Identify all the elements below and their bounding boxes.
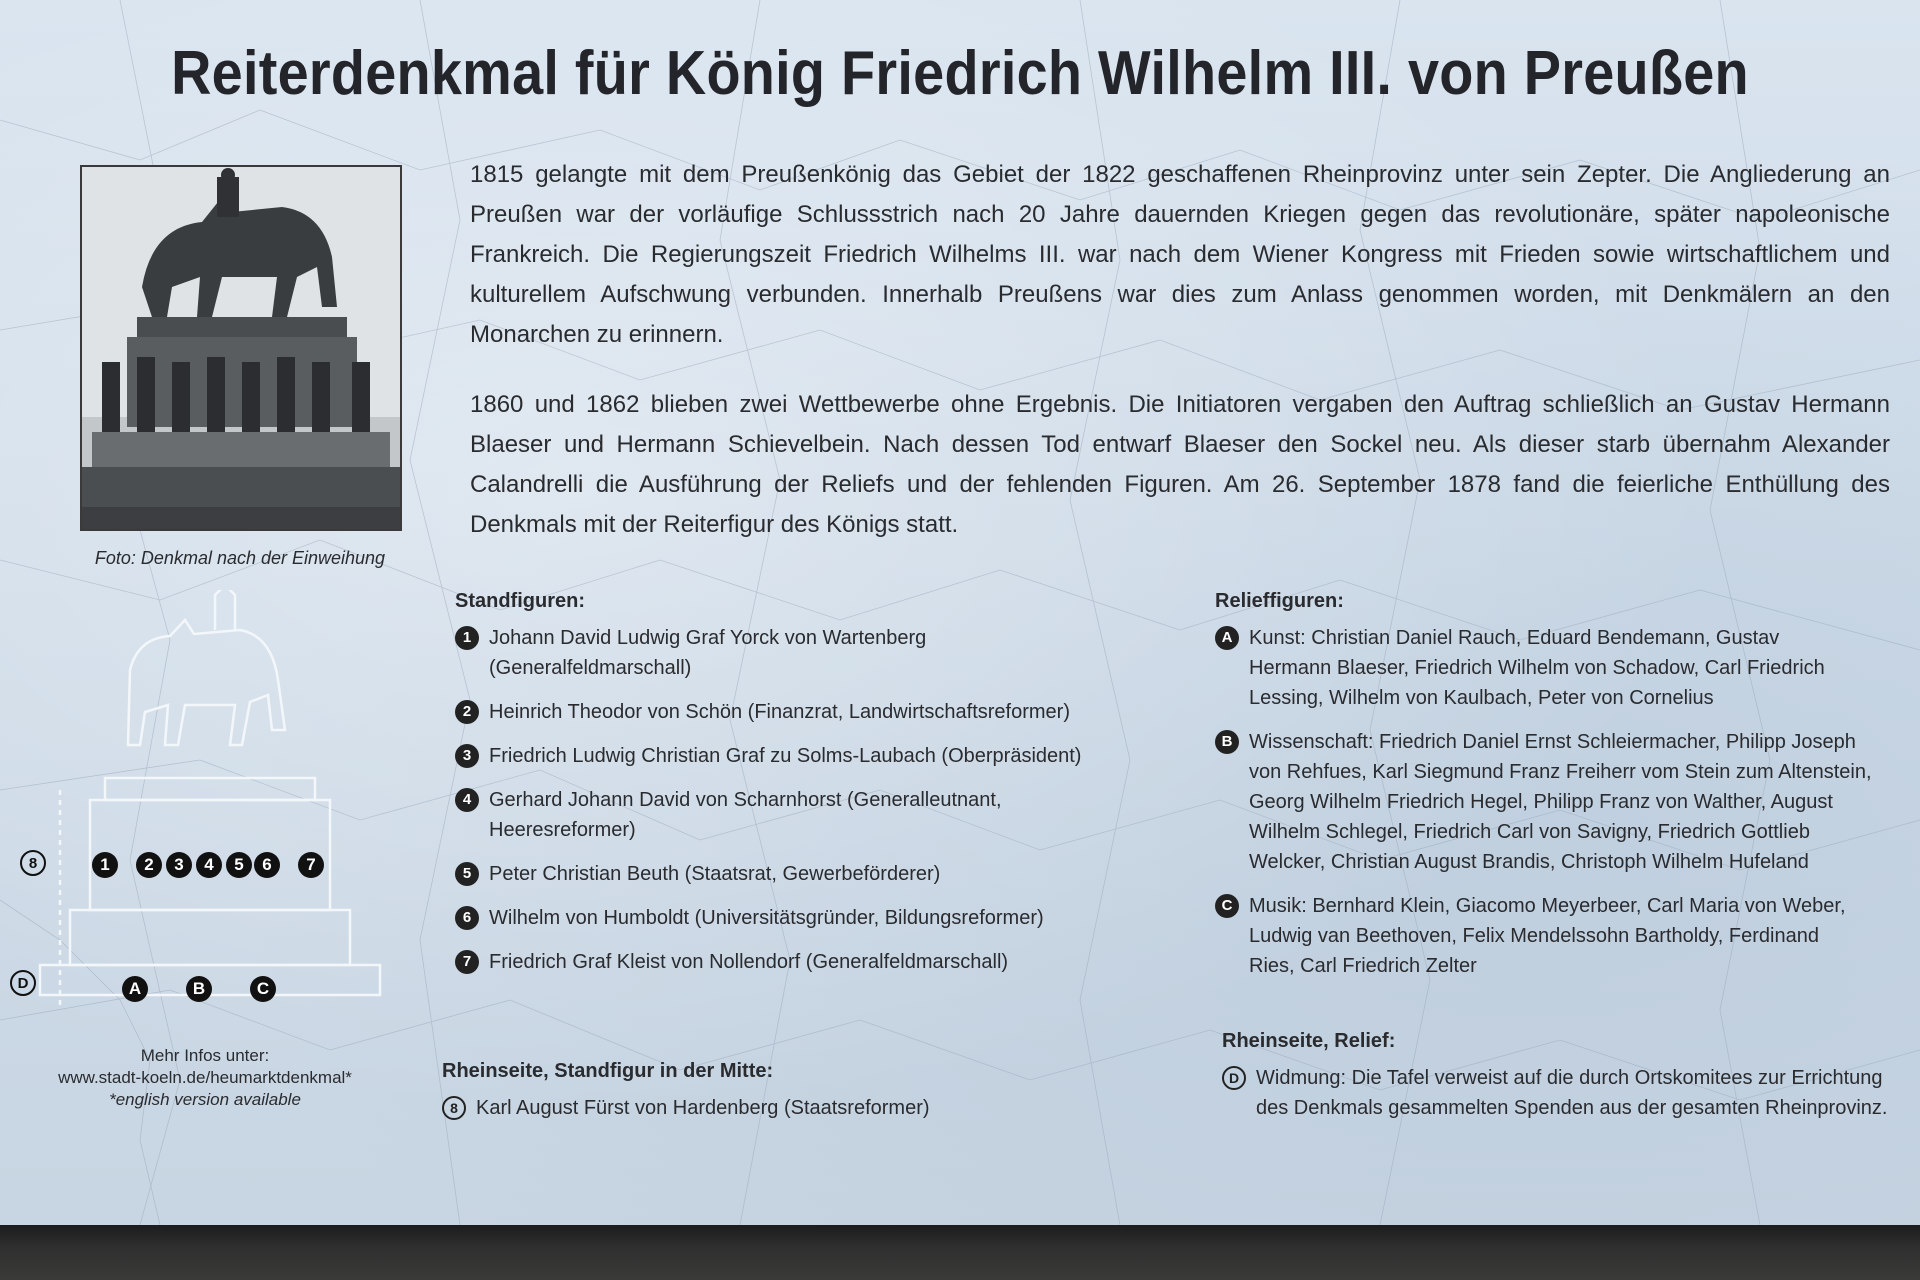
entry-text: Musik: Bernhard Klein, Giacomo Meyerbeer, Carl Maria von Weber, Ludwig van Beethoven, Felix Mendelssohn Bartholdy, Ferdinand Ries, Carl Friedrich Zelter <box>1249 895 1846 977</box>
number-badge: 1 <box>455 626 479 650</box>
diagram-label-8: 8 <box>20 850 46 876</box>
history-paragraph-1: 1815 gelangte mit dem Preußenkönig das Gebiet der 1822 geschaffenen Rheinprovinz unter sein Zepter. Die Angliederung an Preußen war der vorläufige Schlussstrich nach 20 Jahre dauernden Kriegen gegen das revolutionäre, später napoleonische Frankreich. Die Regierungszeit Friedrich Wilhelms III. war nach dem Wiener Kongress mit Frieden sowie wirtschaftlichem und kulturellem Aufschwung verbunden. Innerhalb Preußens war dies zum Anlass genommen worden, mit Denkmälern an den Monarchen zu erinnern. <box>470 161 1890 348</box>
entry-text: Friedrich Graf Kleist von Nollendorf (Generalfeldmarschall) <box>489 951 1009 973</box>
diagram-label-2: 2 <box>136 852 162 878</box>
monument-photo-illustration <box>82 167 400 529</box>
number-badge: 6 <box>455 906 479 930</box>
entry-text: Friedrich Ludwig Christian Graf zu Solms-Laubach (Oberpräsident) <box>489 745 1082 767</box>
list-item <box>455 903 1095 933</box>
diagram-label-1: 1 <box>92 852 118 878</box>
entry-text: Johann David Ludwig Graf Yorck von Wartenberg (Generalfeldmarschall) <box>489 627 927 679</box>
list-item <box>1215 891 1915 981</box>
list-item <box>455 947 1095 977</box>
number-badge: 5 <box>455 862 479 886</box>
diagram-label-7: 7 <box>298 852 324 878</box>
monument-photo <box>80 165 402 531</box>
entry-text: Widmung: Die Tafel verweist auf die durch Ortskomitees zur Errichtung des Denkmals gesammelten Spenden aus der gesamten Rheinprovinz. <box>1256 1067 1888 1119</box>
entry-text: Wissenschaft: Friedrich Daniel Ernst Schleiermacher, Philipp Joseph von Rehfues, Karl Siegmund Franz Freiherr vom Stein zum Altenstein, Georg Wilhelm Friedrich Hegel, Philipp Franz von Walther, August Wilhelm Schlegel, Friedrich Carl von Savigny, Friedrich Gottlieb Welcker, Christian August Brandis, Christoph Wilhelm Hufeland <box>1249 731 1872 873</box>
letter-badge: D <box>1222 1066 1246 1090</box>
list-item <box>1222 1063 1902 1123</box>
monument-diagram <box>10 590 390 1020</box>
relieffiguren-section <box>1215 590 1915 995</box>
entry-text: Wilhelm von Humboldt (Universitätsgründer, Bildungsreformer) <box>489 907 1044 929</box>
list-item <box>455 859 1095 889</box>
list-item <box>455 741 1095 771</box>
number-badge: 7 <box>455 950 479 974</box>
plaque-frame-bottom <box>0 1225 1920 1280</box>
more-info-url: www.stadt-koeln.de/heumarktdenkmal* <box>58 1068 352 1087</box>
letter-badge: A <box>1215 626 1239 650</box>
more-info-english-note: *english version available <box>109 1090 301 1109</box>
rheinseite-relief-heading: Rheinseite, Relief: <box>1222 1030 1396 1052</box>
rheinseite-relief-section <box>1222 1030 1902 1137</box>
entry-text: Heinrich Theodor von Schön (Finanzrat, Landwirtschaftsreformer) <box>489 701 1070 723</box>
rheinseite-standfigur-section <box>442 1060 1082 1137</box>
list-item <box>1215 623 1915 713</box>
rheinseite-standfigur-heading: Rheinseite, Standfigur in der Mitte: <box>442 1060 774 1082</box>
number-badge: 3 <box>455 744 479 768</box>
list-item <box>455 697 1095 727</box>
diagram-label-5: 5 <box>226 852 252 878</box>
diagram-label-3: 3 <box>166 852 192 878</box>
relieffiguren-heading: Relieffiguren: <box>1215 590 1344 612</box>
standfiguren-section <box>455 590 1095 991</box>
diagram-label-4: 4 <box>196 852 222 878</box>
history-paragraph-2: 1860 und 1862 blieben zwei Wettbewerbe ohne Ergebnis. Die Initiatoren vergaben den Auftrag schließlich an Gustav Hermann Blaeser und Hermann Schievelbein. Nach dessen Tod entwarf Blaeser den Sockel neu. Als dieser starb übernahm Alexander Calandrelli die Ausführung der Reliefs und der fehlenden Figuren. Am 26. September 1878 fand die feierliche Enthüllung des Denkmals mit der Reiterfigur des Königs statt. <box>470 391 1890 538</box>
entry-text: Gerhard Johann David von Scharnhorst (Generalleutnant, Heeresreformer) <box>489 789 1002 841</box>
list-item <box>442 1093 1082 1123</box>
diagram-label-6: 6 <box>254 852 280 878</box>
list-item <box>1215 727 1915 877</box>
more-info-heading: Mehr Infos unter: <box>140 1046 270 1065</box>
standfiguren-heading: Standfiguren: <box>455 590 585 612</box>
letter-badge: B <box>1215 730 1239 754</box>
diagram-label-c: C <box>250 976 276 1002</box>
plaque-title: Reiterdenkmal für König Friedrich Wilhelm III. von Preußen <box>171 39 1749 108</box>
diagram-label-d: D <box>10 970 36 996</box>
photo-caption: Foto: Denkmal nach der Einweihung <box>94 548 386 568</box>
monument-outline-drawing <box>10 590 390 1020</box>
number-badge: 4 <box>455 788 479 812</box>
number-badge: 2 <box>455 700 479 724</box>
entry-text: Karl August Fürst von Hardenberg (Staatsreformer) <box>476 1097 930 1119</box>
letter-badge: C <box>1215 894 1239 918</box>
list-item <box>455 623 1095 683</box>
diagram-label-a: A <box>122 976 148 1002</box>
entry-text: Peter Christian Beuth (Staatsrat, Gewerbeförderer) <box>489 863 941 885</box>
diagram-label-b: B <box>186 976 212 1002</box>
entry-text: Kunst: Christian Daniel Rauch, Eduard Bendemann, Gustav Hermann Blaeser, Friedrich Wilhelm von Schadow, Carl Friedrich Lessing, Wilhelm von Kaulbach, Peter von Cornelius <box>1249 627 1825 709</box>
list-item <box>455 785 1095 845</box>
number-badge: 8 <box>442 1096 466 1120</box>
more-info <box>20 1045 390 1111</box>
